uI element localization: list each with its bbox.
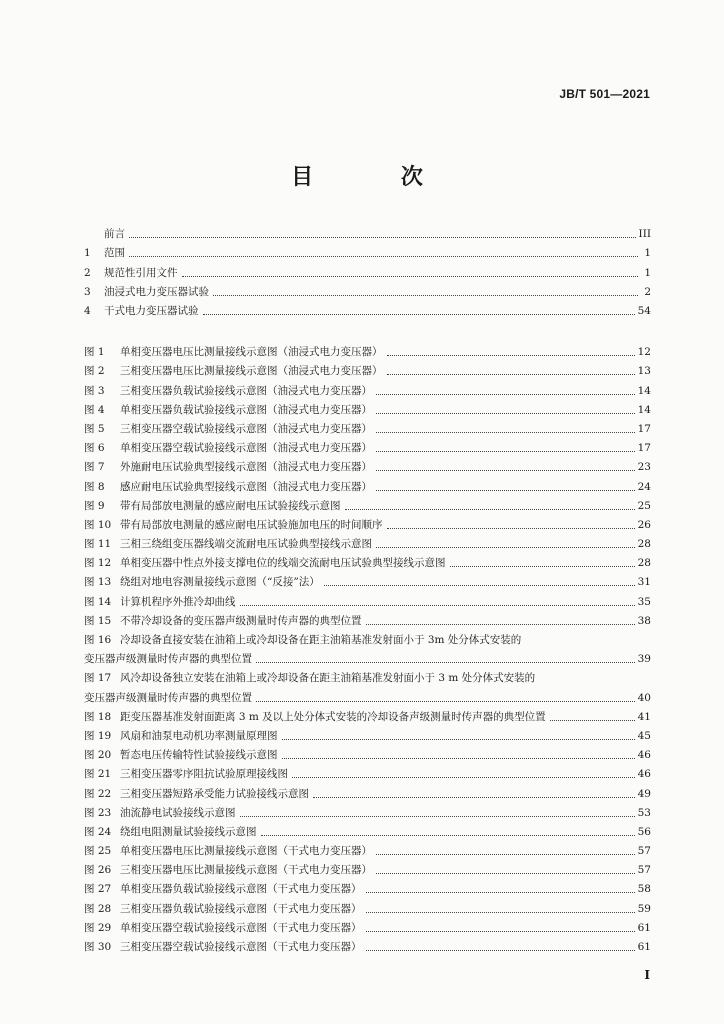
toc-entry-number: 4	[84, 304, 91, 317]
dot-leader	[240, 604, 635, 606]
toc-entry-number: 1	[84, 247, 91, 260]
dot-leader	[203, 313, 635, 315]
dot-leader	[282, 757, 635, 759]
toc-entry-label: 单相变压器电压比测量接线示意图（油浸式电力变压器）	[120, 346, 383, 359]
toc-entry-number: 图 8	[84, 480, 105, 493]
toc-entry[interactable]	[84, 896, 651, 915]
toc-entry-label: 冷却设备直接安装在油箱上或冷却设备在距主油箱基准发射面小于 3m 处分体式安装的	[120, 634, 522, 646]
toc-entry-number: 图 30	[84, 941, 112, 953]
toc-entry[interactable]	[84, 916, 651, 935]
toc-entry-label: 三相变压器电压比测量接线示意图（油浸式电力变压器）	[120, 365, 383, 378]
dot-leader	[313, 796, 635, 798]
dot-leader	[182, 275, 639, 277]
toc-entry-page: 46	[637, 768, 651, 781]
toc-entry-label: 三相变压器空载试验接线示意图（油浸式电力变压器）	[120, 422, 372, 435]
toc-entry-page: 49	[637, 787, 651, 800]
toc-entry-label: 三相变压器空载试验接线示意图（干式电力变压器）	[120, 941, 362, 953]
toc-entry-number: 图 15	[84, 614, 112, 627]
toc-entry[interactable]	[84, 280, 651, 299]
toc-entry-label: 绕组电阻测量试验接线示意图	[120, 825, 257, 838]
toc-entry[interactable]	[84, 455, 651, 474]
toc-entry-page: 26	[637, 518, 651, 531]
toc-entry-number: 图 20	[84, 749, 112, 762]
toc-entry-label: 带有局部放电测量的感应耐电压试验接线示意图	[120, 499, 341, 512]
toc-entry-number: 图 11	[84, 538, 112, 551]
toc-entry-label: 三相变压器负载试验接线示意图（油浸式电力变压器）	[120, 384, 372, 397]
toc-entry-label: 规范性引用文件	[104, 266, 178, 279]
toc-entry[interactable]	[84, 513, 651, 532]
toc-entry-page: 41	[637, 710, 651, 723]
toc-entry[interactable]	[84, 222, 651, 241]
toc-entry[interactable]	[84, 378, 651, 397]
dot-leader	[387, 354, 635, 356]
dot-leader	[376, 853, 635, 855]
toc-entry-number: 图 21	[84, 768, 112, 781]
toc-entry-label: 油流静电试验接线示意图	[120, 806, 236, 819]
dot-leader	[376, 546, 635, 548]
dot-leader	[550, 719, 635, 721]
toc-entry-label: 三相变压器电压比测量接线示意图（干式电力变压器）	[120, 864, 372, 877]
page-title: 目 次	[291, 164, 463, 190]
toc-entry[interactable]	[84, 589, 651, 608]
toc-entry-number: 图 17	[84, 672, 112, 685]
toc-entry-label: 前言	[104, 228, 125, 241]
toc-entry-number: 图 14	[84, 595, 112, 608]
toc-entry-label: 单相变压器空载试验接线示意图（干式电力变压器）	[120, 921, 362, 934]
dot-leader	[376, 469, 635, 471]
toc-entry-number: 图 22	[84, 787, 112, 800]
toc-entry[interactable]	[84, 551, 651, 570]
toc-entry-page: 31	[637, 576, 651, 589]
toc-entry-label: 范围	[104, 247, 125, 260]
toc-entry[interactable]	[84, 260, 651, 279]
toc-entry-page: 14	[637, 403, 651, 416]
dot-leader	[256, 661, 635, 663]
toc-entry-page: 57	[637, 845, 651, 858]
toc-entry-label: 三相变压器短路承受能力试验接线示意图	[120, 787, 309, 800]
toc-entry-label: 风冷却设备独立安装在油箱上或冷却设备在距主油箱基准发射面小于 3 m 处分体式安装的	[120, 672, 536, 685]
toc-entry-page: III	[638, 228, 651, 241]
toc-entry-number: 图 18	[84, 710, 112, 723]
toc-entry-label: 三相变压器零序阻抗试验原理接线图	[120, 768, 288, 781]
toc-entry[interactable]	[84, 820, 651, 839]
toc-entry-number: 图 27	[84, 883, 112, 896]
toc-entry[interactable]	[84, 474, 651, 493]
toc-entry-label: 变压器声级测量时传声器的典型位置	[84, 653, 252, 666]
dot-leader	[213, 294, 638, 296]
toc-entry[interactable]	[84, 299, 651, 318]
toc-entry[interactable]	[84, 417, 651, 436]
toc-entry-page: 56	[637, 825, 651, 838]
toc-entry-number: 图 10	[84, 518, 112, 531]
toc-entry[interactable]	[84, 340, 651, 359]
toc-entry[interactable]	[84, 359, 651, 378]
toc-entry-page: 14	[637, 384, 651, 397]
toc-entry-label: 计算机程序外推冷却曲线	[120, 595, 236, 608]
dot-leader	[376, 872, 635, 874]
dot-leader	[376, 412, 635, 414]
toc-entry[interactable]	[84, 743, 651, 762]
toc-entry-number: 图 12	[84, 557, 112, 570]
toc-entry-number: 图 9	[84, 499, 105, 512]
toc-entry[interactable]	[84, 666, 651, 685]
toc-entry-page: 12	[637, 346, 651, 359]
toc-entry-number: 3	[84, 285, 91, 298]
dot-leader	[256, 700, 635, 702]
toc-entry[interactable]	[84, 609, 651, 628]
dot-leader	[376, 450, 635, 452]
toc-entry-page: 17	[637, 422, 651, 435]
toc-entry-page: 13	[637, 365, 651, 378]
toc-entry-label: 干式电力变压器试验	[104, 304, 199, 317]
toc-entry[interactable]	[84, 781, 651, 800]
toc-entry-number: 图 3	[84, 384, 105, 397]
toc-entry[interactable]	[84, 877, 651, 896]
toc-entry[interactable]	[84, 647, 651, 666]
dot-leader	[376, 393, 635, 395]
toc-entry-number: 图 28	[84, 902, 112, 915]
toc-entry[interactable]	[84, 628, 651, 647]
dot-leader	[129, 236, 636, 238]
dot-leader	[366, 930, 635, 932]
toc-entry[interactable]	[84, 705, 651, 724]
dot-leader	[292, 776, 635, 778]
toc-entry-label: 绕组对地电容测量接线示意图（“反接”法）	[120, 576, 320, 589]
toc-entry-label: 单相变压器负载试验接线示意图（油浸式电力变压器）	[120, 403, 372, 416]
toc-entry-label: 单相变压器中性点外接支撑电位的线端交流耐电压试验典型接线示意图	[120, 557, 446, 570]
toc-entry-page: 46	[637, 749, 651, 762]
dot-leader	[324, 584, 635, 586]
toc-entry-label: 变压器声级测量时传声器的典型位置	[84, 691, 252, 704]
toc-entry-number: 图 25	[84, 845, 112, 858]
toc-entry-number: 图 7	[84, 461, 105, 474]
toc-entry-page: 53	[637, 806, 651, 819]
toc-entry[interactable]	[84, 724, 651, 743]
toc-entry-label: 单相变压器空载试验接线示意图（油浸式电力变压器）	[120, 442, 372, 455]
toc-entry[interactable]	[84, 398, 651, 417]
toc-entry-number: 图 13	[84, 576, 112, 589]
standard-code: JB/T 501—2021	[559, 87, 650, 101]
dot-leader	[366, 623, 635, 625]
toc-entry[interactable]	[84, 801, 651, 820]
toc-entry-page: 17	[637, 442, 651, 455]
dot-leader	[345, 508, 635, 510]
toc-entry-page: 58	[637, 883, 651, 896]
toc-entry-label: 单相变压器负载试验接线示意图（干式电力变压器）	[120, 883, 362, 896]
toc-entry-page: 25	[637, 499, 651, 512]
toc-entry-page: 2	[644, 285, 651, 298]
toc-entry[interactable]	[84, 532, 651, 551]
toc-entry[interactable]	[84, 685, 651, 704]
toc-entry-page: 59	[637, 902, 651, 915]
dot-leader	[240, 815, 635, 817]
toc-figure-list	[84, 340, 651, 954]
toc-entry-page: 61	[637, 921, 651, 934]
dot-leader	[376, 489, 635, 491]
dot-leader	[450, 565, 635, 567]
toc-entry-number: 图 5	[84, 422, 105, 435]
toc-entry[interactable]	[84, 494, 651, 513]
toc-entry-page: 54	[637, 304, 651, 317]
toc-entry-page: 1	[644, 266, 651, 279]
toc-entry-label: 感应耐电压试验典型接线示意图（油浸式电力变压器）	[120, 480, 372, 493]
dot-leader	[129, 255, 638, 257]
toc-entry-page: 1	[644, 247, 651, 260]
toc-entry-label: 三相三绕组变压器线端交流耐电压试验典型接线示意图	[120, 538, 372, 551]
toc-entry-number: 图 19	[84, 729, 112, 742]
toc-entry-number: 图 1	[84, 346, 105, 359]
toc-entry[interactable]	[84, 241, 651, 260]
toc-entry-page: 61	[637, 941, 651, 953]
toc-entry-label: 不带冷却设备的变压器声级测量时传声器的典型位置	[120, 614, 362, 627]
toc-entry-label: 暂态电压传输特性试验接线示意图	[120, 749, 278, 762]
toc-entry-page: 39	[637, 653, 651, 666]
toc-entry-label: 带有局部放电测量的感应耐电压试验施加电压的时间顺序	[120, 518, 383, 531]
toc-entry-page: 24	[637, 480, 651, 493]
page-number: I	[644, 968, 650, 982]
toc-entry-label: 三相变压器负载试验接线示意图（干式电力变压器）	[120, 902, 362, 915]
toc-entry-label: 外施耐电压试验典型接线示意图（油浸式电力变压器）	[120, 461, 372, 474]
toc-entry[interactable]	[84, 935, 651, 954]
toc-entry-number: 图 24	[84, 825, 112, 838]
toc-entry[interactable]	[84, 570, 651, 589]
toc-main-list	[84, 222, 651, 318]
toc-entry[interactable]	[84, 858, 651, 877]
toc-entry-page: 45	[637, 729, 651, 742]
dot-leader	[387, 527, 635, 529]
toc-entry-label: 单相变压器电压比测量接线示意图（干式电力变压器）	[120, 845, 372, 858]
toc-entry-number: 2	[84, 266, 91, 279]
toc-entry-label: 风扇和油泵电动机功率测量原理图	[120, 729, 278, 742]
toc-entry-label: 距变压器基准发射面距离 3 m 及以上处分体式安装的冷却设备声级测量时传声器的典型位置	[120, 710, 546, 723]
toc-entry-label: 油浸式电力变压器试验	[104, 285, 209, 298]
toc-entry-page: 40	[637, 691, 651, 704]
toc-entry[interactable]	[84, 436, 651, 455]
toc-entry-page: 28	[637, 538, 651, 551]
toc-entry-page: 23	[637, 461, 651, 474]
toc-entry[interactable]	[84, 839, 651, 858]
dot-leader	[282, 738, 635, 740]
dot-leader	[261, 834, 635, 836]
dot-leader	[366, 949, 635, 951]
toc-entry-number: 图 2	[84, 365, 105, 378]
toc-entry-number: 图 6	[84, 442, 105, 455]
toc-entry[interactable]	[84, 762, 651, 781]
toc-entry-page: 38	[637, 614, 651, 627]
toc-entry-number: 图 26	[84, 864, 112, 877]
dot-leader	[376, 431, 635, 433]
dot-leader	[387, 373, 635, 375]
toc-entry-page: 57	[637, 864, 651, 877]
dot-leader	[366, 891, 635, 893]
toc-entry-number: 图 16	[84, 634, 112, 646]
toc-entry-number: 图 4	[84, 403, 105, 416]
toc-entry-page: 35	[637, 595, 651, 608]
dot-leader	[366, 911, 635, 913]
toc-entry-number: 图 23	[84, 806, 112, 819]
toc-entry-page: 28	[637, 557, 651, 570]
toc-entry-number: 图 29	[84, 921, 112, 934]
